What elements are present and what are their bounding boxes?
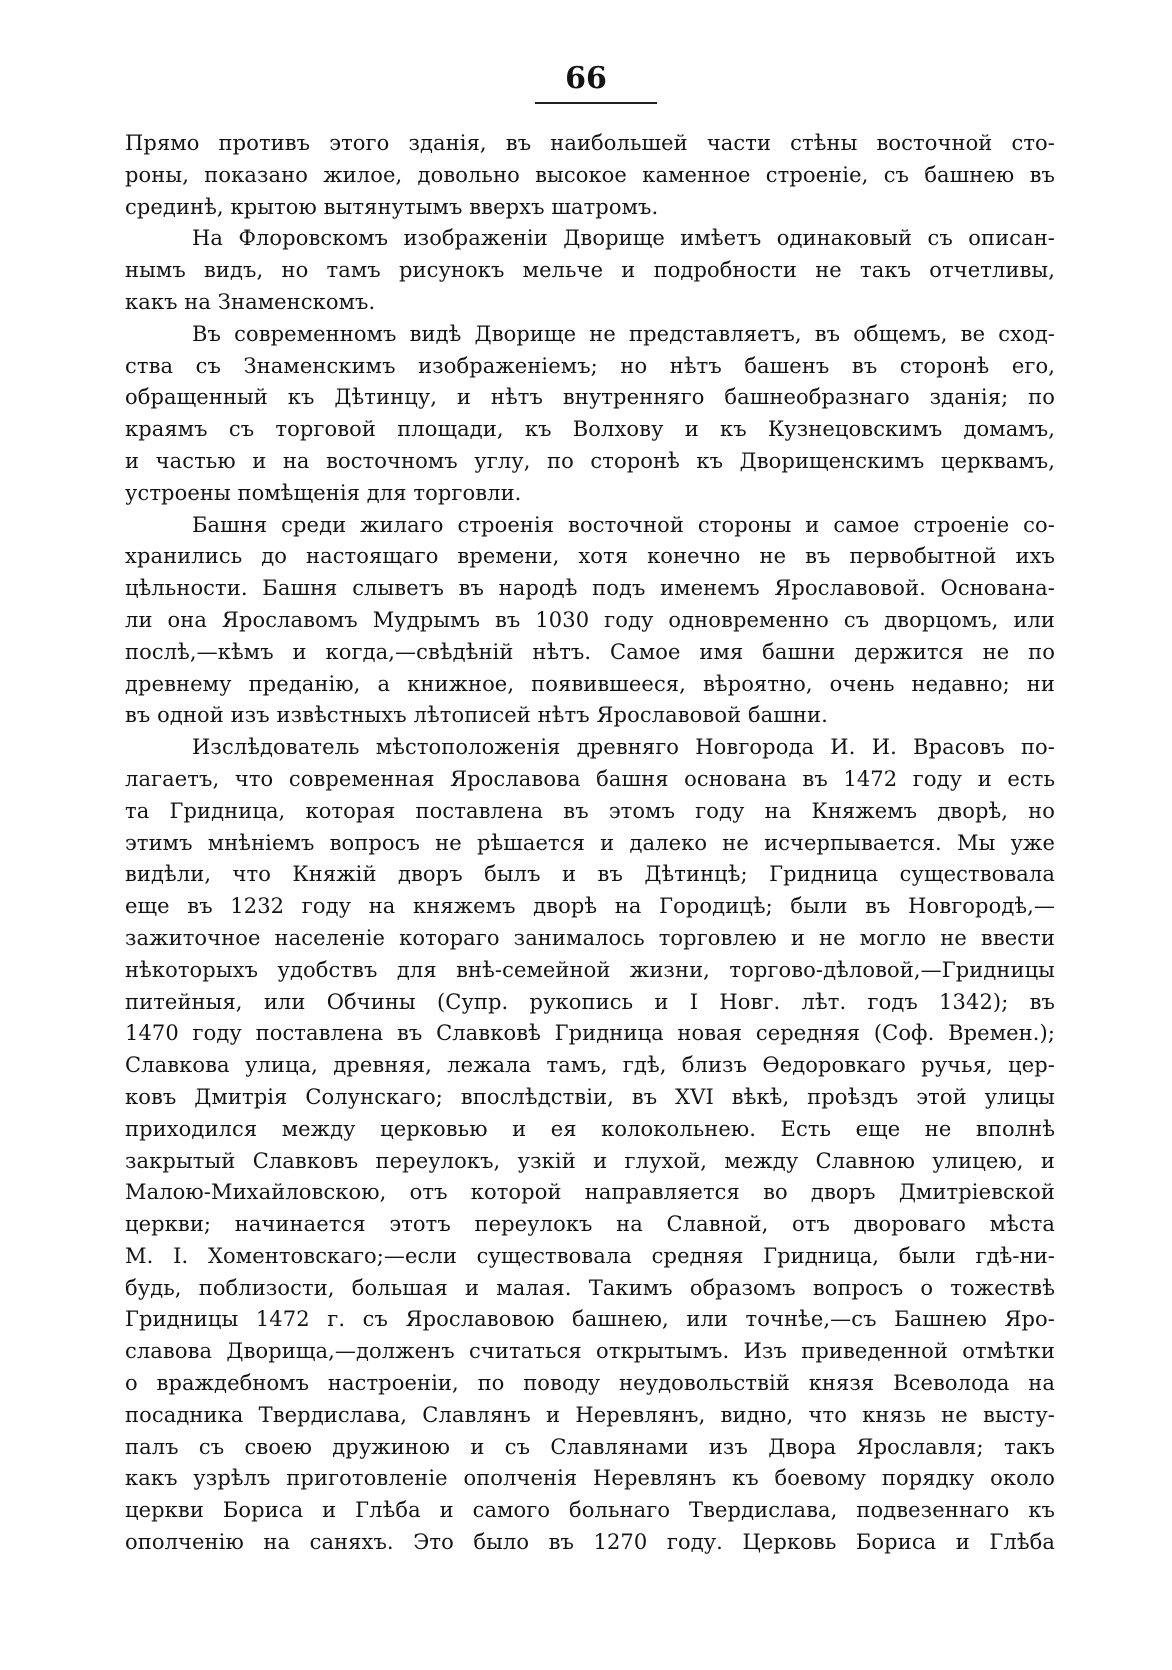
text-line: роны, показано жилое, довольно высокое каменное строеніе, съ башнею въ — [125, 162, 1055, 187]
text-line: лагаетъ, что современная Ярославова башня основана въ 1472 году и есть — [125, 766, 1055, 791]
body-text — [125, 128, 1055, 1559]
text-line: видѣли, что Княжій дворъ былъ и въ Дѣтинцѣ; Гридница существовала — [125, 862, 1055, 887]
text-line: На Флоровскомъ изображеніи Дворище имѣетъ одинаковый съ описан- — [192, 226, 1055, 251]
text-line: ства съ Знаменскимъ изображеніемъ; но нѣтъ башенъ въ сторонѣ его, — [125, 353, 1055, 378]
text-line: Гридницы 1472 г. съ Ярославовою башнею, или точнѣе,—съ Башнею Яро- — [125, 1307, 1055, 1332]
text-line: какъ узрѣлъ приготовленіе ополченія Неревлянъ къ боевому порядку около — [125, 1466, 1055, 1491]
text-line: устроены помѣщенія для торговли. — [125, 480, 522, 505]
text-line: будь, поблизости, большая и малая. Такимъ образомъ вопросъ о тожествѣ — [125, 1275, 1055, 1300]
text-line: ополченію на саняхъ. Это было въ 1270 году. Церковь Бориса и Глѣба — [125, 1530, 1055, 1555]
text-line: Славкова улица, древняя, лежала тамъ, гдѣ, близъ Ѳедоровкаго ручья, цер- — [125, 1053, 1055, 1078]
text-line: ковъ Дмитрія Солунскаго; впослѣдствіи, въ XVI вѣкѣ, проѣздъ этой улицы — [125, 1084, 1055, 1109]
text-line: питейныя, или Обчины (Супр. рукопись и I Новг. лѣт. годъ 1342); въ — [125, 989, 1055, 1014]
text-line: Малою-Михайловскою, отъ которой направляется во дворъ Дмитріевской — [125, 1180, 1055, 1205]
text-line: та Гридница, которая поставлена въ этомъ году на Княжемъ дворѣ, но — [125, 798, 1055, 823]
text-line: Башня среди жилаго строенія восточной стороны и самое строеніе со- — [192, 512, 1055, 537]
text-line: зажиточное населеніе котораго занималось торговлею и не могло не ввести — [125, 925, 1055, 950]
text-line: славова Дворища,—долженъ считаться открытымъ. Изъ приведенной отмѣтки — [125, 1339, 1055, 1364]
text-line: нымъ видъ, но тамъ рисунокъ мельче и подробности не такъ отчетливы, — [125, 258, 1055, 283]
text-line: Изслѣдователь мѣстоположенія древняго Новгорода И. И. Врасовъ по- — [192, 735, 1055, 760]
text-line: закрытый Славковъ переулокъ, узкій и глухой, между Славною улицею, и — [125, 1148, 1055, 1173]
text-line: Въ современномъ видѣ Дворище не представляетъ, въ общемъ, ве сход- — [192, 321, 1055, 346]
text-line: церкви Бориса и Глѣба и самого больнаго Твердислава, подвезеннаго къ — [125, 1498, 1055, 1523]
text-line: цѣльности. Башня слыветъ въ народѣ подъ именемъ Ярославовой. Основана- — [125, 576, 1055, 601]
text-line: какъ на Знаменскомъ. — [125, 289, 376, 314]
text-line: палъ съ своею дружиною и съ Славлянами изъ Двора Ярославля; такъ — [125, 1434, 1055, 1459]
text-line: древнему преданію, а книжное, появившееся, вѣроятно, очень недавно; ни — [125, 671, 1055, 696]
text-line: обращенный къ Дѣтинцу, и нѣтъ внутренняго башнеобразнаго зданія; по — [125, 385, 1055, 410]
text-line: нѣкоторыхъ удобствъ для внѣ-семейной жизни, торгово-дѣловой,—Гридницы — [125, 957, 1055, 982]
text-line: ли она Ярославомъ Мудрымъ въ 1030 году одновременно съ дворцомъ, или — [125, 607, 1055, 632]
header-rule — [535, 102, 657, 104]
text-line: этимъ мнѣніемъ вопросъ не рѣшается и далеко не исчерпывается. Мы уже — [125, 830, 1055, 855]
page-number: 66 — [565, 61, 607, 96]
text-line: 1470 году поставлена въ Славковѣ Гридница новая середняя (Соф. Времен.); — [125, 1021, 1055, 1046]
text-line: хранились до настоящаго времени, хотя конечно не въ первобытной ихъ — [125, 544, 1055, 569]
text-line: приходился между церковью и ея колокольнею. Есть еще не вполнѣ — [125, 1116, 1055, 1141]
text-line: церкви; начинается этотъ переулокъ на Славной, отъ двороваго мѣста — [125, 1212, 1055, 1237]
text-line: М. I. Хоментовскаго;—если существовала средняя Гридница, были гдѣ-ни- — [125, 1243, 1055, 1268]
text-line: еще въ 1232 году на княжемъ дворѣ на Городицѣ; были въ Новгородѣ,— — [125, 894, 1055, 919]
text-line: посадника Твердислава, Славлянъ и Неревлянъ, видно, что князь не высту- — [125, 1402, 1055, 1427]
text-line: срединѣ, крытою вытянутымъ вверхъ шатромъ. — [125, 194, 659, 219]
text-line: послѣ,—кѣмъ и когда,—свѣдѣній нѣтъ. Самое имя башни держится не по — [125, 639, 1055, 664]
text-line: Прямо противъ этого зданія, въ наибольшей части стѣны восточной сто- — [125, 131, 1055, 155]
text-line: краямъ съ торговой площади, къ Волхову и къ Кузнецовскимъ домамъ, — [125, 417, 1055, 442]
text-line: о враждебномъ настроеніи, по поводу неудовольствій князя Всеволода на — [125, 1371, 1055, 1396]
text-line: и частью и на восточномъ углу, по сторонѣ къ Дворищенскимъ церквамъ, — [125, 448, 1055, 473]
text-line: въ одной изъ извѣстныхъ лѣтописей нѣтъ Ярославовой башни. — [125, 703, 828, 728]
